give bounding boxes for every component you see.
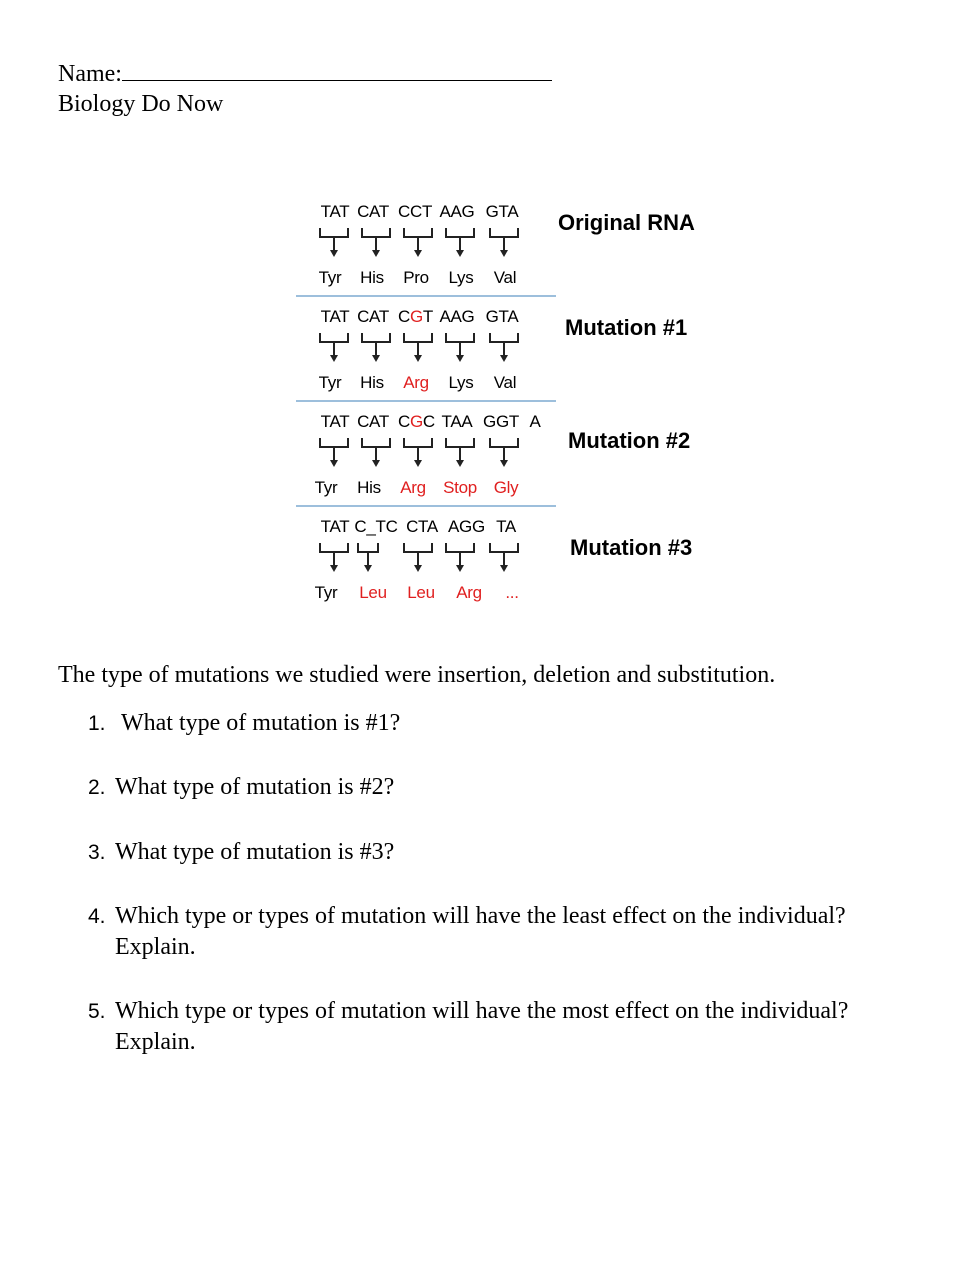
bracket-arrowhead	[414, 355, 422, 362]
codon: AGG	[448, 517, 485, 536]
bracket-arrowhead	[330, 565, 338, 572]
amino-acid: Lys	[448, 268, 474, 287]
question-number: 3.	[88, 841, 106, 864]
question-number: 1.	[88, 712, 106, 735]
label-mutation-3: Mutation #3	[570, 535, 693, 560]
codon-mutated: CGC	[398, 412, 435, 431]
panel-mutation-1	[296, 295, 556, 400]
bracket-arrowhead	[330, 355, 338, 362]
question-text: Which type or types of mutation will have the least effect on the individual?	[115, 903, 846, 929]
name-field[interactable]	[58, 58, 552, 89]
amino-acid-mutated: Leu	[407, 583, 435, 602]
codon-brackets	[296, 331, 556, 367]
codon-brackets	[296, 541, 556, 577]
amino-acid: His	[357, 478, 381, 497]
codon: TAT	[320, 307, 350, 326]
amino-acid: Val	[493, 268, 517, 287]
amino-acid-mutated: Arg	[456, 583, 482, 602]
codon: AAG	[439, 202, 475, 221]
bracket-arrowhead	[330, 250, 338, 257]
codon: A	[529, 412, 541, 431]
bracket-arrowhead	[414, 565, 422, 572]
codon: CCT	[398, 202, 433, 221]
bracket-arrowhead	[500, 355, 508, 362]
codon: GGT	[483, 412, 519, 431]
bracket-arrowhead	[414, 250, 422, 257]
amino-acid-mutated: Arg	[403, 373, 429, 392]
bracket-arrowhead	[500, 250, 508, 257]
name-label: Name:	[58, 61, 122, 87]
worksheet-subtitle: Biology Do Now	[58, 91, 224, 117]
amino-acid: His	[360, 268, 384, 287]
label-mutation-1: Mutation #1	[565, 315, 688, 340]
bracket-arrowhead	[456, 565, 464, 572]
codon: CAT	[357, 202, 389, 221]
codon: CAT	[357, 307, 389, 326]
amino-acid: Pro	[403, 268, 429, 287]
question-number: 4.	[88, 905, 106, 928]
question-text: What type of mutation is #2?	[115, 774, 395, 800]
codon: C_TC	[354, 517, 398, 536]
codon-brackets	[296, 226, 556, 262]
amino-acid-mutated: Stop	[443, 478, 477, 497]
question-text: What type of mutation is #1?	[121, 710, 401, 736]
worksheet-header	[58, 58, 552, 119]
amino-acid-mutated: Arg	[400, 478, 426, 497]
intro-text: The type of mutations we studied were insertion, deletion and substitution.	[58, 662, 776, 688]
codon-mutated: CGT	[398, 307, 434, 326]
codon: TAT	[320, 517, 350, 536]
question-text-line-2: Explain.	[115, 1029, 196, 1055]
bracket-arrowhead	[372, 250, 380, 257]
mutation-diagram	[296, 192, 556, 610]
label-mutation-2: Mutation #2	[568, 428, 691, 453]
bracket-arrowhead	[456, 460, 464, 467]
bracket-arrowhead	[500, 460, 508, 467]
bracket-arrowhead	[364, 565, 372, 572]
bracket-arrowhead	[372, 355, 380, 362]
bracket-arrowhead	[330, 460, 338, 467]
panel-mutation-3	[296, 505, 556, 610]
codon: CTA	[406, 517, 438, 536]
label-original-rna: Original RNA	[558, 210, 695, 235]
amino-acid: Tyr	[318, 373, 342, 392]
codon: AAG	[439, 307, 475, 326]
amino-acid: Val	[493, 373, 517, 392]
codon: TAT	[320, 412, 350, 431]
amino-acid-mutated: Leu	[359, 583, 387, 602]
amino-acid-mutated: Gly	[493, 478, 519, 497]
question-text: Which type or types of mutation will have the most effect on the individual?	[115, 998, 849, 1024]
name-blank-line[interactable]	[122, 58, 552, 81]
amino-acid: His	[360, 373, 384, 392]
question-number: 5.	[88, 1000, 106, 1023]
question-text-line-2: Explain.	[115, 934, 196, 960]
amino-acid: Tyr	[318, 268, 342, 287]
codon: TAA	[441, 412, 473, 431]
bracket-arrowhead	[500, 565, 508, 572]
amino-acid: Tyr	[314, 478, 338, 497]
bracket-arrowhead	[456, 355, 464, 362]
codon: TAT	[320, 202, 350, 221]
question-number: 2.	[88, 776, 106, 799]
bracket-arrowhead	[414, 460, 422, 467]
codon: GTA	[485, 307, 519, 326]
codon: GTA	[485, 202, 519, 221]
codon: CAT	[357, 412, 389, 431]
question-text: What type of mutation is #3?	[115, 839, 395, 865]
codon-brackets	[296, 436, 556, 472]
codon: TA	[496, 517, 516, 536]
bracket-arrowhead	[372, 460, 380, 467]
amino-acid-mutated: ...	[505, 583, 519, 602]
bracket-arrowhead	[456, 250, 464, 257]
amino-acid: Tyr	[314, 583, 338, 602]
panel-original	[296, 192, 556, 295]
amino-acid: Lys	[448, 373, 474, 392]
panel-mutation-2	[296, 400, 556, 505]
